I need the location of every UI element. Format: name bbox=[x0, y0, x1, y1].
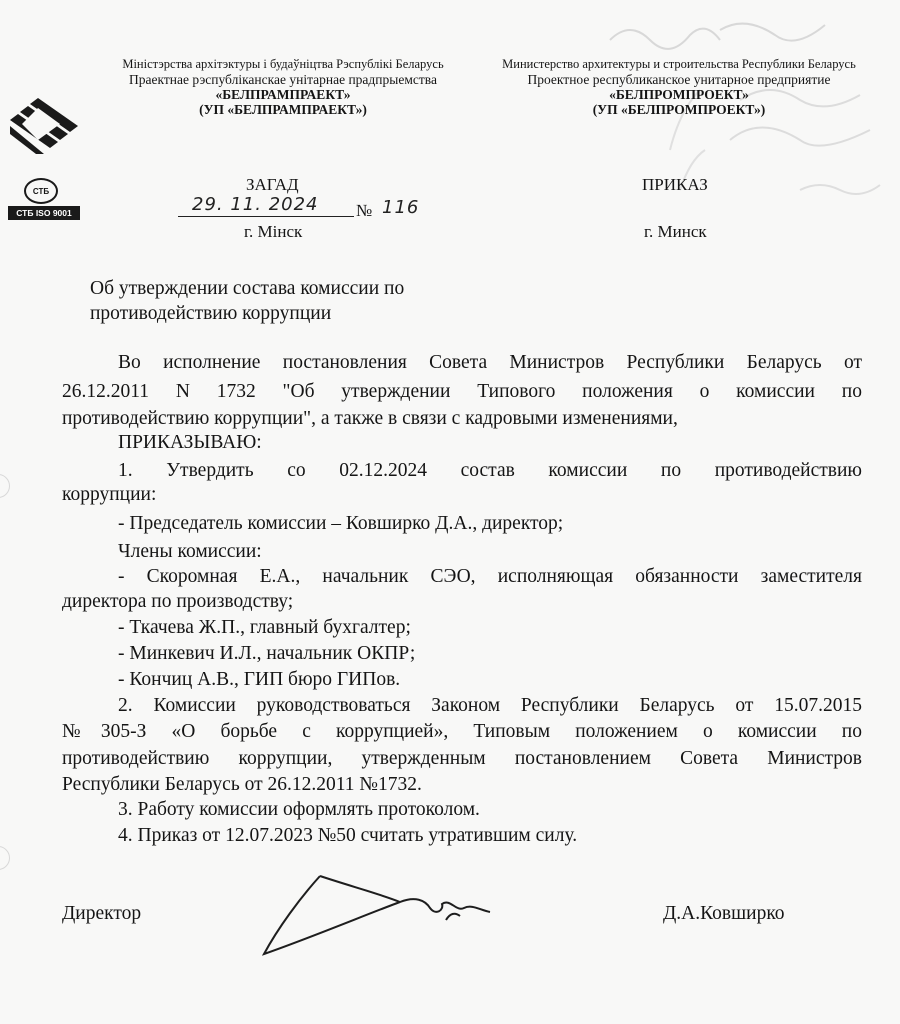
zagad-title: ЗАГАД bbox=[246, 175, 299, 194]
order-date: 29. 11. 2024 bbox=[192, 194, 319, 215]
header-right-short-name: (УП «БЕЛПРОМПРОЕКТ») bbox=[592, 102, 766, 117]
header-right-ministry: Министерство архитектуры и строительства Республики Беларусь bbox=[502, 57, 856, 71]
certification-mark bbox=[8, 176, 80, 222]
header-left-ministry: Міністэрства архітэктуры і будаўніцтва Рэспублікі Беларусь bbox=[122, 57, 444, 71]
body-line: - Председатель комиссии – Ковширко Д.А., директор; bbox=[118, 513, 564, 534]
cert-label: СТБ ISO 9001 bbox=[8, 206, 80, 220]
body-line: противодействию коррупции, утвержденным постановлением Совета Министров bbox=[62, 748, 862, 769]
header-left-short-name: (УП «БЕЛПРАМПРАЕКТ») bbox=[199, 102, 367, 117]
header-left-enterprise: Праектнае рэспубліканскае унітарнае прадпрыемства bbox=[129, 72, 437, 87]
body-line: 3. Работу комиссии оформлять протоколом. bbox=[118, 799, 480, 820]
city-right: г. Минск bbox=[644, 222, 707, 241]
body-line: коррупции: bbox=[62, 484, 157, 505]
body-line: - Ткачева Ж.П., главный бухгалтер; bbox=[118, 617, 411, 638]
bleed-through-marks bbox=[600, 0, 900, 260]
body-line: 2. Комиссии руководствоваться Законом Республики Беларусь от 15.07.2015 bbox=[118, 695, 862, 716]
city-left: г. Мінск bbox=[244, 222, 303, 241]
subject bbox=[90, 276, 404, 326]
handwritten-signature bbox=[250, 858, 500, 968]
body-line: директора по производству; bbox=[62, 591, 294, 612]
body-line: 4. Приказ от 12.07.2023 №50 считать утратившим силу. bbox=[118, 825, 578, 846]
cert-logo-icon bbox=[24, 178, 58, 204]
body-line: 26.12.2011 N 1732 "Об утверждении Типового положения о комиссии по bbox=[62, 381, 862, 402]
body-line: ПРИКАЗЫВАЮ: bbox=[118, 432, 262, 453]
cert-mark-text: СТБ bbox=[32, 186, 50, 196]
body-line: - Кончиц А.В., ГИП бюро ГИПов. bbox=[118, 669, 401, 690]
signatory-name: Д.А.Ковширко bbox=[663, 903, 785, 924]
date-underline bbox=[178, 216, 354, 217]
header-left-name: «БЕЛПРАМПРАЕКТ» bbox=[215, 87, 351, 102]
body-line: 1. Утвердить со 02.12.2024 состав комиссии по противодействию bbox=[118, 460, 862, 481]
subject-line: противодействию коррупции bbox=[90, 303, 332, 324]
body-line: - Минкевич И.Л., начальник ОКПР; bbox=[118, 643, 416, 664]
punch-hole bbox=[0, 474, 10, 498]
header-right-name: «БЕЛПРОМПРОЕКТ» bbox=[609, 87, 749, 102]
signatory-position: Директор bbox=[62, 903, 142, 924]
body-line: Республики Беларусь от 26.12.2011 №1732. bbox=[62, 774, 422, 795]
prikaz-title: ПРИКАЗ bbox=[642, 175, 708, 194]
header-right-enterprise: Проектное республиканское унитарное предприятие bbox=[527, 72, 831, 87]
subject-line: Об утверждении состава комиссии по bbox=[90, 278, 405, 299]
punch-hole bbox=[0, 846, 10, 870]
company-logo bbox=[8, 96, 80, 156]
body-line: Члены комиссии: bbox=[118, 541, 262, 562]
header-left bbox=[88, 57, 478, 117]
body-line: - Скоромная Е.А., начальник СЭО, исполняющая обязанности заместителя bbox=[118, 566, 862, 587]
order-number: 116 bbox=[382, 197, 420, 218]
body-line: №305-З «О борьбе с коррупцией», Типовым положением о комиссии по bbox=[62, 721, 862, 742]
body-line: противодействию коррупции", а также в связи с кадровыми изменениями, bbox=[62, 408, 678, 429]
number-prefix: № bbox=[356, 201, 373, 220]
body-line: Во исполнение постановления Совета Министров Республики Беларусь от bbox=[118, 352, 862, 373]
header-right bbox=[482, 57, 876, 117]
